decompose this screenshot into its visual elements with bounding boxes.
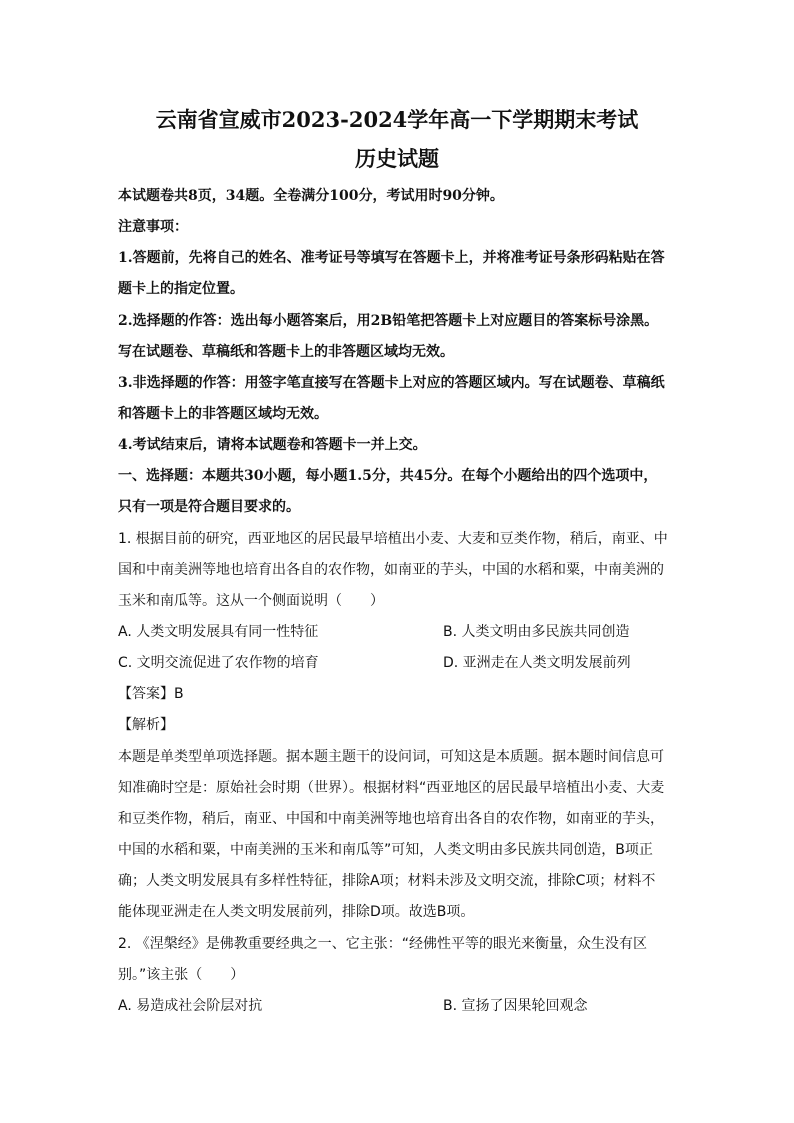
notice-line: 写在试题卷、草稿纸和答题卡上的非答题区域均无效。 — [118, 344, 454, 360]
question-1-option-d: D. 亚洲走在人类文明发展前列 — [443, 655, 631, 671]
notice-line: 题卡上的指定位置。 — [118, 281, 244, 297]
notice-line: 4.考试结束后，请将本试题卷和答题卡一并上交。 — [118, 437, 427, 453]
question-1-stem: 玉米和南瓜等。这从一个侧面说明（ ） — [118, 593, 384, 609]
question-1-analysis: 确；人类文明发展具有多样性特征，排除A项；材料未涉及文明交流，排除C项；材料不 — [118, 873, 656, 889]
question-2-stem: 别。”该主张（ ） — [118, 967, 245, 983]
section-heading: 一、选择题：本题共30小题，每小题1.5分，共45分。在每个小题给出的四个选项中， — [118, 468, 658, 484]
question-1-analysis-label: 【解析】 — [118, 717, 174, 733]
question-1-option-b: B. 人类文明由多民族共同创造 — [443, 624, 630, 640]
notice-line: 和答题卡上的非答题区域均无效。 — [118, 406, 328, 422]
exam-subtitle: 历史试题 — [355, 146, 439, 171]
question-1-analysis: 知准确时空是：原始社会时期（世界）。根据材料“西亚地区的居民最早培植出小麦、大麦 — [118, 780, 665, 796]
notice-line: 1.答题前，先将自己的姓名、准考证号等填写在答题卡上，并将准考证号条形码粘贴在答 — [118, 250, 665, 266]
section-heading: 只有一项是符合题目要求的。 — [118, 499, 300, 515]
notice-line: 2.选择题的作答：选出每小题答案后，用2B铅笔把答题卡上对应题目的答案标号涂黑。 — [118, 313, 659, 329]
notice-line: 3.非选择题的作答：用签字笔直接写在答题卡上对应的答题区域内。写在试题卷、草稿纸 — [118, 375, 665, 391]
question-1-analysis: 中国的水稻和粟，中南美洲的玉米和南瓜等”可知，人类文明由多民族共同创造，B项正 — [118, 842, 653, 858]
question-2-option-a: A. 易造成社会阶层对抗 — [118, 998, 263, 1014]
question-1-analysis: 本题是单类型单项选择题。据本题主题干的设问词，可知这是本质题。据本题时间信息可 — [118, 749, 664, 765]
exam-intro: 本试题卷共8页，34题。全卷满分100分，考试用时90分钟。 — [118, 188, 504, 204]
question-1-option-c: C. 文明交流促进了农作物的培育 — [118, 655, 319, 671]
question-2-option-b: B. 宣扬了因果轮回观念 — [443, 998, 588, 1014]
question-1-stem: 国和中南美洲等地也培育出各自的农作物，如南亚的芋头，中国的水稻和粟，中南美洲的 — [118, 562, 664, 578]
question-2-stem: 2. 《涅槃经》是佛教重要经典之一、它主张：“经佛性平等的眼光来衡量，众生没有区 — [118, 936, 648, 952]
exam-title: 云南省宣威市2023-2024学年高一下学期期末考试 — [155, 107, 639, 132]
question-1-analysis: 和豆类作物，稍后，南亚、中国和中南美洲等地也培育出各自的农作物，如南亚的芋头， — [118, 811, 664, 827]
notice-heading: 注意事项： — [118, 219, 188, 235]
question-1-analysis: 能体现亚洲走在人类文明发展前列，排除D项。故选B项。 — [118, 904, 475, 920]
question-1-option-a: A. 人类文明发展具有同一性特征 — [118, 624, 319, 640]
question-1-answer: 【答案】B — [118, 686, 184, 702]
question-1-stem: 1. 根据目前的研究，西亚地区的居民最早培植出小麦、大麦和豆类作物，稍后，南亚、中 — [118, 531, 668, 547]
